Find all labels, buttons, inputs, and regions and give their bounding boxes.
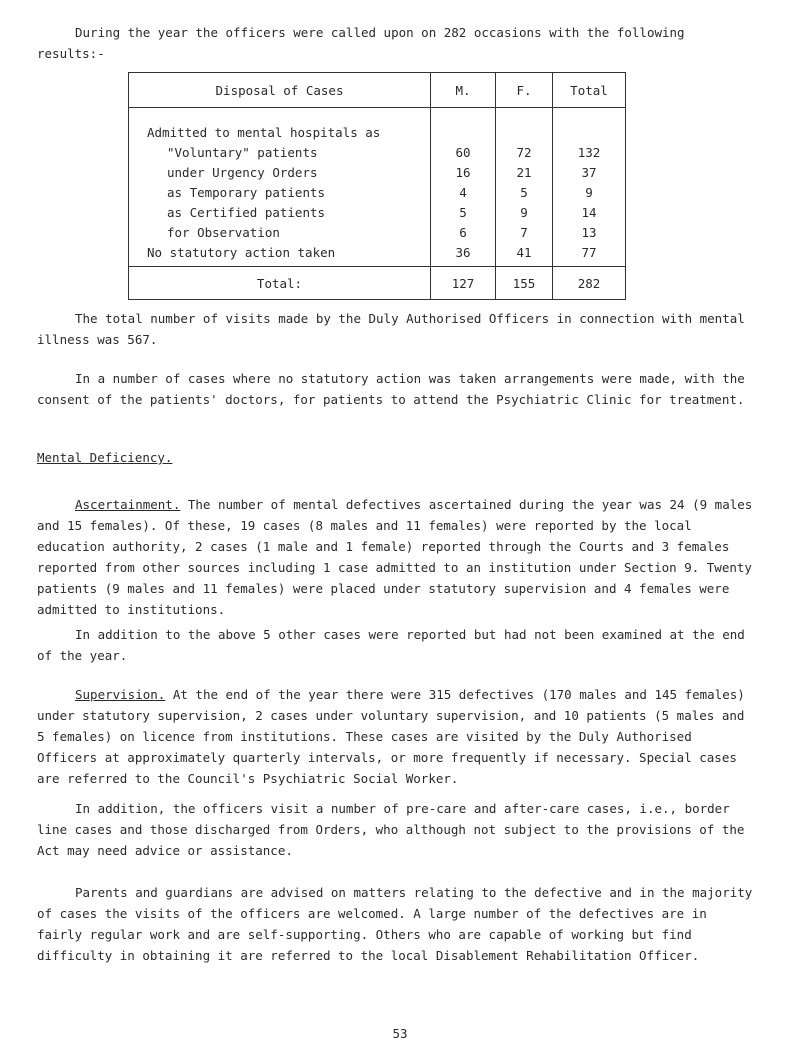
row-m: 4 (431, 180, 496, 200)
row-total: 14 (553, 200, 626, 220)
row-f: 72 (496, 140, 553, 160)
ascertainment-text: The number of mental defectives ascertained during the year was 24 (9 males and 15 females). Of these, 19 cases (8 males and 11 females) were reported by the local education authority, 2 cases (1 male and 1 female) reported through the Courts and 3 females reported from other sources including 1 case admitted to an institution under Section 9. Twenty patients (9 males and 11 females) were placed under statutory supervision and 4 females were admitted to institutions. (37, 497, 753, 617)
row-label: Admitted to mental hospitals as (129, 108, 431, 141)
table-row (129, 140, 626, 160)
row-m: 36 (431, 240, 496, 267)
parents-paragraph: Parents and guardians are advised on matters relating to the defective and in the majority of cases the visits of the officers are welcomed. A large number of the defectives are in fairly regular work and are self-supporting. Others who are capable of working but find difficulty in obtaining it are referred to the local Disablement Rehabilitation Officer. (37, 885, 753, 963)
header-male: M. (431, 73, 496, 108)
total-f: 155 (496, 267, 553, 300)
row-label: for Observation (129, 220, 431, 240)
row-label: as Temporary patients (129, 180, 431, 200)
table-row (129, 160, 626, 180)
table-row (129, 200, 626, 220)
other-cases-paragraph: In addition to the above 5 other cases were reported but had not been examined at the end of the year. (37, 627, 745, 663)
table-header-row (129, 73, 626, 108)
row-f: 21 (496, 160, 553, 180)
row-total: 13 (553, 220, 626, 240)
page-number: 53 (392, 1026, 408, 1041)
ascertainment-title: Ascertainment. (75, 497, 181, 512)
precare-paragraph: In addition, the officers visit a number of pre-care and after-care cases, i.e., border line cases and those discharged from Orders, who although not subject to the provisions of the Act may need advice or assistance. (37, 801, 745, 858)
header-disposal: Disposal of Cases (129, 73, 431, 108)
row-f: 9 (496, 200, 553, 220)
row-total: 132 (553, 140, 626, 160)
table-row (129, 108, 626, 141)
section-heading: Mental Deficiency. (37, 450, 173, 465)
table-total-row (129, 267, 626, 300)
table-row (129, 240, 626, 267)
row-m: 5 (431, 200, 496, 220)
intro-paragraph: During the year the officers were called upon on 282 occasions with the following results:- (37, 25, 685, 61)
arrangements-paragraph: In a number of cases where no statutory action was taken arrangements were made, with the consent of the patients' doctors, for patients to attend the Psychiatric Clinic for treatment. (37, 371, 745, 407)
visits-paragraph: The total number of visits made by the Duly Authorised Officers in connection with mental illness was 567. (37, 311, 745, 347)
table-row (129, 180, 626, 200)
row-total: 9 (553, 180, 626, 200)
row-label: under Urgency Orders (129, 160, 431, 180)
header-total: Total (553, 73, 626, 108)
row-total (553, 108, 626, 141)
total-label: Total: (129, 267, 431, 300)
table-row (129, 220, 626, 240)
row-f: 5 (496, 180, 553, 200)
row-label: as Certified patients (129, 200, 431, 220)
row-f: 41 (496, 240, 553, 267)
row-total: 37 (553, 160, 626, 180)
supervision-text: At the end of the year there were 315 defectives (170 males and 145 females) under statutory supervision, 2 cases under voluntary supervision, and 10 patients (5 males and 5 females) on licence from institutions. These cases are visited by the Duly Authorised Officers at approximately quarterly intervals, or more frequently if necessary. Special cases are referred to the Council's Psychiatric Social Worker. (37, 687, 745, 786)
row-m: 16 (431, 160, 496, 180)
row-f: 7 (496, 220, 553, 240)
row-f (496, 108, 553, 141)
row-label: "Voluntary" patients (129, 140, 431, 160)
total-m: 127 (431, 267, 496, 300)
header-female: F. (496, 73, 553, 108)
ascertainment-paragraph (37, 494, 757, 620)
row-label: No statutory action taken (129, 240, 431, 267)
supervision-paragraph (37, 684, 757, 789)
row-total: 77 (553, 240, 626, 267)
disposal-table (128, 72, 626, 300)
supervision-title: Supervision. (75, 687, 166, 702)
row-m (431, 108, 496, 141)
row-m: 60 (431, 140, 496, 160)
row-m: 6 (431, 220, 496, 240)
total-total: 282 (553, 267, 626, 300)
